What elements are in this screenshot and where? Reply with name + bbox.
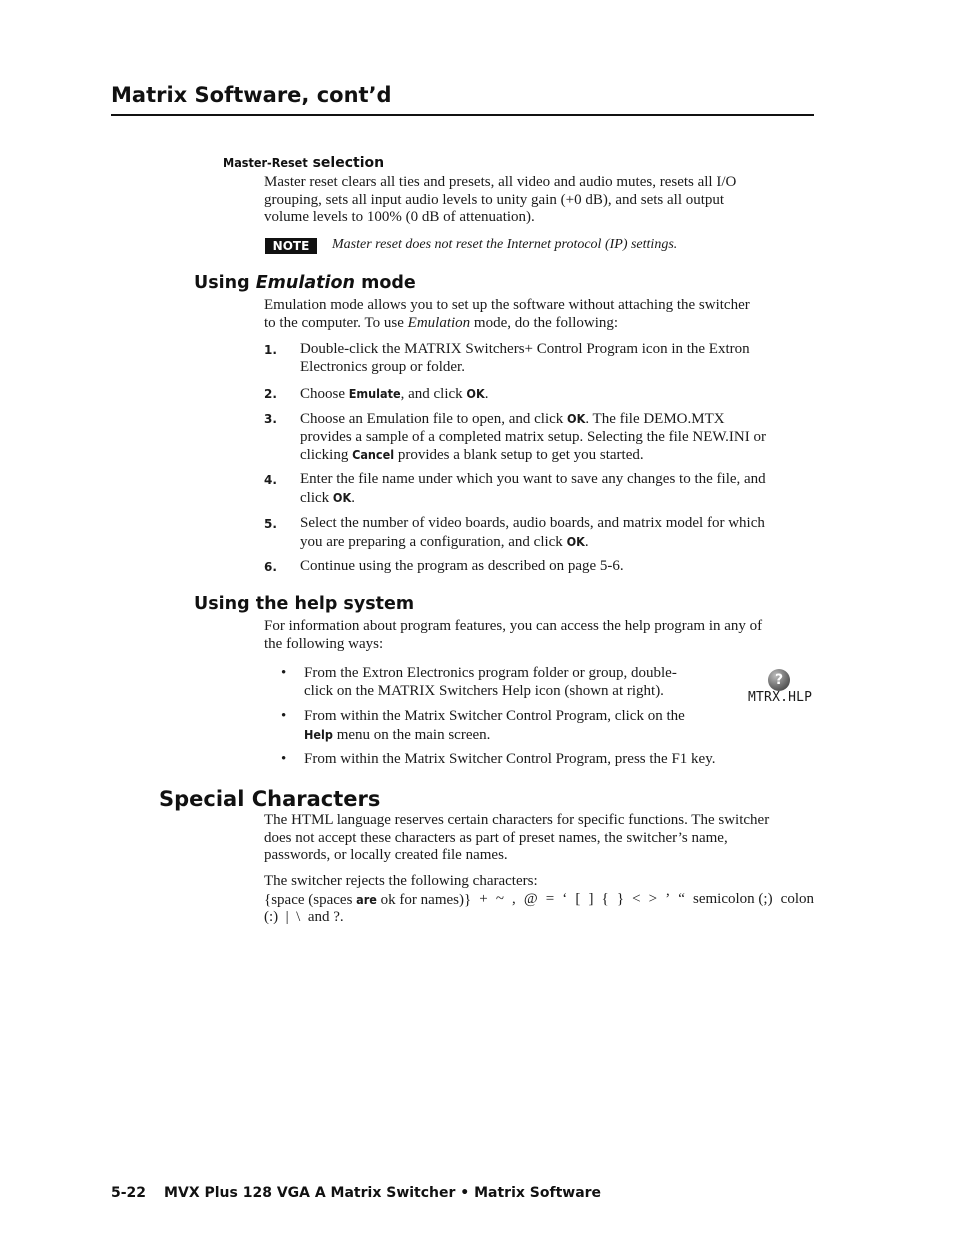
step-5-line-2b: . (584, 533, 589, 550)
rejected-characters-line (264, 891, 814, 910)
rejected-char-token: ] (588, 891, 594, 907)
help-intro (264, 618, 814, 653)
page-number: 5-22 (111, 1185, 147, 1201)
step-1-line-1: Double-click the MATRIX Switchers+ Control Program icon in the Extron (300, 341, 750, 357)
header-rule (111, 114, 814, 116)
emulation-intro-line-2b: mode, do the following: (470, 314, 619, 331)
step-6-line-1: Continue using the program as described on page 5-6. (300, 558, 624, 574)
rejected-char-token: “ (678, 891, 685, 907)
master-reset-line-2: grouping, sets all input audio levels to unity gain (+0 dB), and sets all output (264, 191, 725, 208)
ok-command: OK (566, 533, 585, 549)
special-p1-line-1: The HTML language reserves certain characters for specific functions. The switcher (264, 812, 770, 828)
note-text: Master reset does not reset the Internet protocol (IP) settings. (332, 237, 678, 252)
step-3-line-1b: . The file DEMO.MTX (585, 411, 725, 427)
emulation-heading-em: Emulation (255, 273, 356, 293)
help-heading: Using the help system (194, 594, 415, 614)
emulation-intro-line-2 (264, 315, 814, 333)
master-reset-line-3: volume levels to 100% (0 dB of attenuation). (264, 209, 535, 226)
step-3-line-2: provides a sample of a completed matrix setup. Selecting the file NEW.INI or (300, 428, 766, 445)
rejected-token-2: ok for names)} (376, 892, 472, 908)
step-1-line-2: Electronics group or folder. (300, 358, 465, 375)
emulation-intro-line-2a: to the computer. To use (264, 314, 408, 331)
master-reset-heading-rest: selection (307, 155, 385, 171)
emulation-heading-post: mode (355, 273, 416, 293)
special-paragraph-1 (264, 812, 814, 865)
help-bullet-3-line-1: From within the Matrix Switcher Control Program, press the F1 key. (304, 751, 716, 767)
rejected-char-token: < (632, 891, 641, 907)
ok-command: OK (332, 489, 352, 505)
special-p1-line-3: passwords, or locally created file names. (264, 847, 508, 864)
rejected-char-token (264, 891, 471, 910)
step-4-line-2a: click (300, 489, 333, 506)
special-p2-line-1: The switcher rejects the following characters: (264, 873, 538, 889)
step-3-line-1 (300, 410, 814, 429)
rejected-char-token: , (512, 891, 516, 907)
rejected-char-token: > (648, 891, 658, 907)
rejected-char-token: ~ (495, 891, 504, 907)
rejected-char-token: ‘ (562, 891, 568, 907)
step-3-line-3a: clicking (300, 447, 353, 464)
rejected-char-token: { (601, 891, 609, 907)
step-2-text-a: Choose (300, 386, 349, 402)
help-file-icon: ? (768, 669, 790, 691)
step-5-line-1: Select the number of video boards, audio boards, and matrix model for which (300, 515, 765, 531)
special-characters-heading: Special Characters (159, 787, 381, 811)
step-2-text-c: . (484, 386, 489, 402)
bullet-dot: • (281, 751, 287, 767)
rejected-char-token: = (545, 891, 555, 907)
master-reset-line-1: Master reset clears all ties and presets, all video and audio mutes, resets all I/O (264, 174, 737, 190)
step-number: 2. (264, 387, 277, 401)
page-title: Matrix Software, cont’d (111, 83, 392, 107)
help-bullet-2-line-2 (304, 726, 685, 745)
step-number: 4. (264, 473, 277, 487)
rejected-char-token: [ (575, 891, 581, 907)
emulation-heading (194, 273, 416, 293)
help-intro-line-2: the following ways: (264, 635, 384, 652)
step-5-line-2 (300, 533, 814, 552)
step-3-line-1a: Choose an Emulation file to open, and click (300, 411, 568, 427)
emulate-command: Emulate (348, 386, 401, 401)
master-reset-heading (223, 155, 384, 171)
rejected-char-token: @ (523, 891, 538, 907)
page-footer (111, 1185, 601, 1201)
step-4-line-2b: . (351, 489, 355, 506)
help-menu-command: Help (304, 726, 333, 742)
step-4-line-1: Enter the file name under which you want to save any changes to the file, and (300, 471, 766, 487)
help-bullet-2-line-1: From within the Matrix Switcher Control Program, click on the (304, 708, 685, 724)
master-reset-cmd: Master-Reset (223, 155, 308, 170)
special-p2-line-3: (:) | \ and ?. (264, 909, 344, 925)
bullet-dot: • (281, 708, 287, 724)
step-3-line-3b: provides a blank setup to get you started. (394, 447, 644, 464)
emulation-intro-em: Emulation (407, 314, 471, 331)
note-badge: NOTE (265, 238, 317, 254)
master-reset-paragraph (264, 174, 814, 227)
step-number: 1. (264, 343, 277, 357)
rejected-token-0: {space (spaces (264, 892, 357, 908)
step-number: 5. (264, 517, 277, 531)
ok-command: OK (466, 386, 485, 401)
step-number: 6. (264, 560, 277, 574)
emulation-intro (264, 297, 814, 332)
rejected-char-token: + (479, 891, 488, 907)
bullet-dot: • (281, 665, 287, 681)
cancel-command: Cancel (352, 447, 395, 463)
rejected-char-token: } (616, 891, 625, 907)
step-2-text-b: , and click (400, 386, 467, 402)
help-bullet-1-line-1: From the Extron Electronics program folder or group, double- (304, 665, 677, 681)
rejected-char-token: colon (780, 891, 814, 907)
help-file-icon-label: MTRX.HLP (748, 690, 813, 705)
special-p1-line-2: does not accept these characters as part of preset names, the switcher’s name, (264, 829, 728, 846)
step-3-line-3 (300, 446, 814, 465)
step-number: 3. (264, 412, 277, 426)
step-5-line-2a: you are preparing a configuration, and click (300, 533, 567, 550)
emulation-heading-pre: Using (194, 273, 256, 293)
emulation-intro-line-1: Emulation mode allows you to set up the software without attaching the switcher (264, 297, 750, 313)
ok-command: OK (567, 411, 586, 426)
help-intro-line-1: For information about program features, you can access the help program in any of (264, 618, 763, 634)
help-bullet-1-line-2: click on the MATRIX Switchers Help icon (shown at right). (304, 682, 664, 699)
special-paragraph-2 (264, 873, 814, 891)
rejected-char-token: ’ (665, 891, 671, 907)
help-bullet-2-line-2-rest: menu on the main screen. (332, 726, 491, 743)
rejected-char-token: semicolon (;) (693, 891, 773, 907)
rejected-token-are: are (356, 892, 377, 907)
footer-text: MVX Plus 128 VGA A Matrix Switcher • Matrix Software (164, 1185, 602, 1201)
step-4-line-2 (300, 489, 814, 508)
